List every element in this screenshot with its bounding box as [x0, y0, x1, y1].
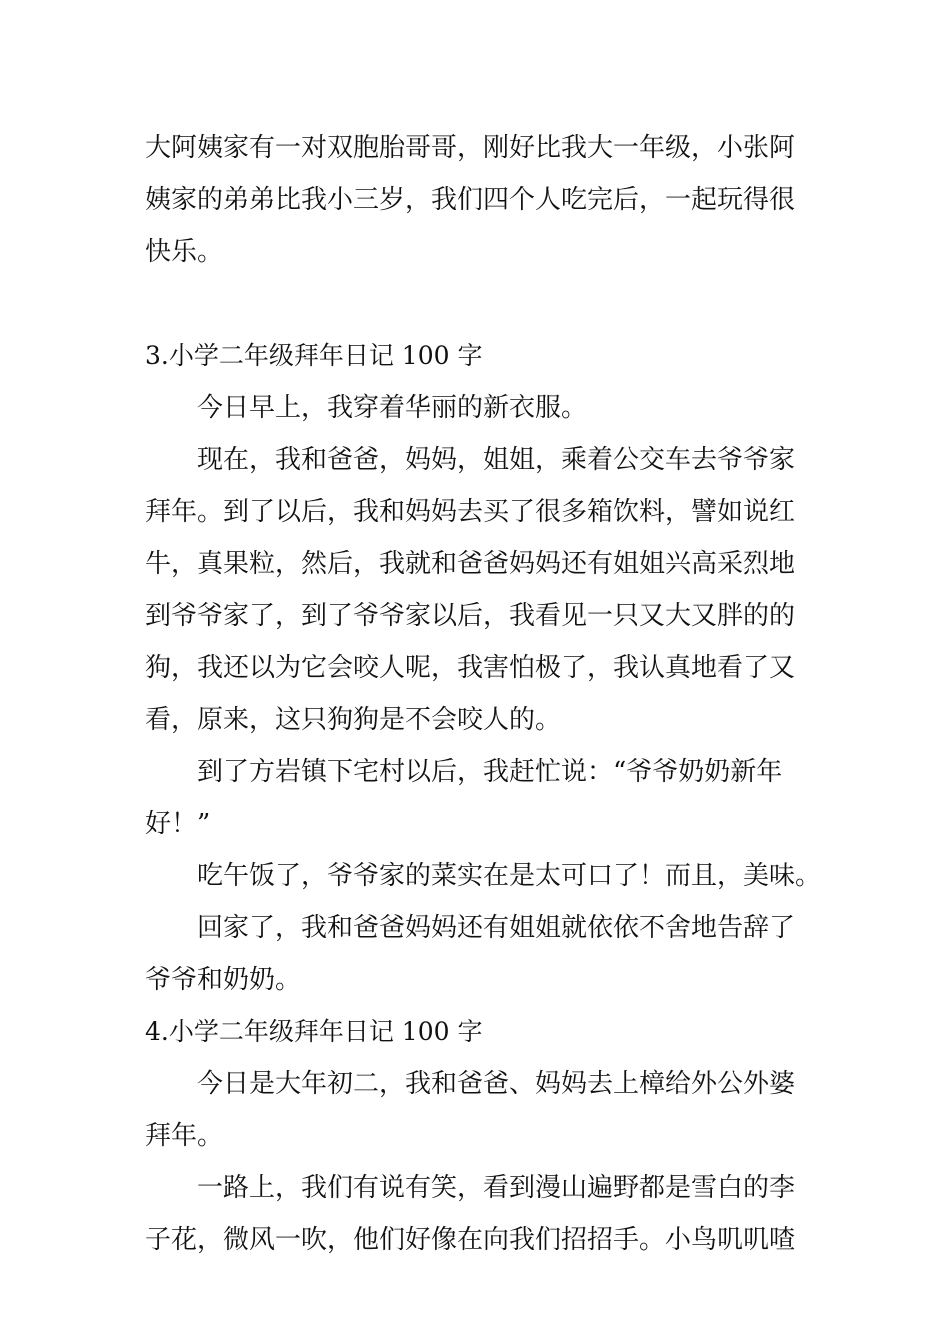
paragraph-line: 看，原来，这只狗狗是不会咬人的。 — [145, 705, 562, 735]
paragraph-line: 牛，真果粒，然后，我就和爸爸妈妈还有姐姐兴高采烈地 — [145, 549, 796, 579]
paragraph-line: 今日是大年初二，我和爸爸、妈妈去上樟给外公外婆 — [197, 1069, 796, 1099]
paragraph-line: 拜年。到了以后，我和妈妈去买了很多箱饮料，譬如说红 — [145, 497, 796, 527]
section-heading: 4.小学二年级拜年日记 100 字 — [145, 1017, 483, 1046]
paragraph-line: 拜年。 — [145, 1121, 224, 1151]
paragraph-line: 狗，我还以为它会咬人呢，我害怕极了，我认真地看了又 — [145, 653, 796, 683]
paragraph-line: 大阿姨家有一对双胞胎哥哥，刚好比我大一年级，小张阿 — [145, 133, 796, 163]
paragraph-line: 好！” — [145, 809, 211, 839]
section-heading: 3.小学二年级拜年日记 100 字 — [145, 341, 483, 370]
document-body — [145, 122, 822, 1266]
paragraph-line: 快乐。 — [145, 237, 224, 267]
paragraph-line: 吃午饭了，爷爷家的菜实在是太可口了！而且，美味。 — [197, 861, 822, 891]
paragraph-line: 今日早上，我穿着华丽的新衣服。 — [197, 393, 588, 423]
paragraph-line: 爷爷和奶奶。 — [145, 965, 302, 995]
paragraph-line: 姨家的弟弟比我小三岁，我们四个人吃完后，一起玩得很 — [145, 185, 796, 215]
section-spacer — [145, 278, 810, 330]
paragraph-line: 到爷爷家了，到了爷爷家以后，我看见一只又大又胖的的 — [145, 601, 796, 631]
paragraph-line: 回家了，我和爸爸妈妈还有姐姐就依依不舍地告辞了 — [197, 913, 796, 943]
paragraph-line: 现在，我和爸爸，妈妈，姐姐，乘着公交车去爷爷家 — [197, 445, 796, 475]
paragraph-line: 子花，微风一吹，他们好像在向我们招招手。小鸟叽叽喳 — [145, 1225, 796, 1255]
paragraph-line: 到了方岩镇下宅村以后，我赶忙说：“爷爷奶奶新年 — [197, 757, 783, 787]
paragraph-line: 一路上，我们有说有笑，看到漫山遍野都是雪白的李 — [197, 1173, 796, 1203]
